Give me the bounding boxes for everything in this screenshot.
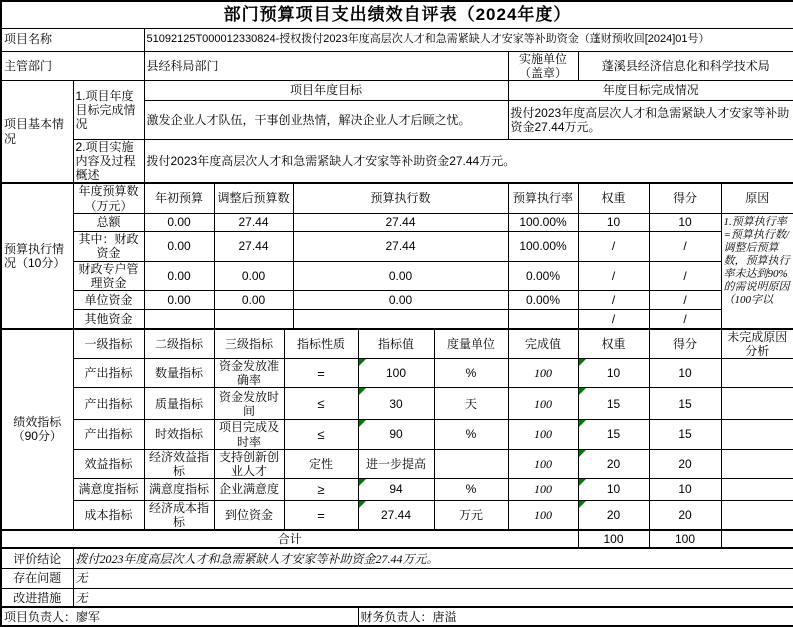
- budget-cell-weight: /: [578, 310, 649, 329]
- ind-nature: =: [284, 501, 358, 531]
- ind-unit: 万元: [434, 501, 508, 531]
- budget-header-year-budget: 年度预算数（万元）: [73, 183, 144, 213]
- budget-cell-weight: /: [578, 231, 649, 261]
- ind-header-weight: 权重: [578, 329, 649, 359]
- error-flag-icon: [359, 359, 366, 366]
- budget-cell-score: /: [649, 291, 721, 310]
- ind-level1: 产出指标: [73, 359, 144, 388]
- ind-done: 100: [508, 420, 578, 449]
- budget-cell-weight: /: [578, 261, 649, 290]
- ind-level2: 经济效益指标: [144, 449, 214, 478]
- ind-done: 100: [508, 449, 578, 478]
- budget-cell-adjusted: 27.44: [214, 231, 293, 261]
- budget-cell-adjusted: 0.00: [214, 291, 293, 310]
- ind-nature: ≤: [284, 420, 358, 449]
- indicator-section-label: 绩效指标（90分）: [1, 329, 73, 531]
- ind-target: 30: [358, 388, 434, 420]
- budget-row-label: 其中：财政资金: [73, 231, 144, 261]
- project-name-label: 项目名称: [1, 28, 144, 51]
- problems-text: 无: [73, 568, 793, 588]
- ind-header-target: 指标值: [358, 329, 434, 359]
- ind-level1: 效益指标: [73, 449, 144, 478]
- project-name-value: 51092125T000012330824-授权拨付2023年度高层次人才和急需紧缺人才安家等补助资金（蓬财预收回[2024]01号）: [144, 28, 793, 51]
- budget-cell-executed: [293, 310, 508, 329]
- ind-nature: ≤: [284, 388, 358, 420]
- budget-cell-initial: 0.00: [144, 231, 214, 261]
- ind-target: 27.44: [358, 501, 434, 531]
- impl-text: 拨付2023年度高层次人才和急需紧缺人才安家等补助资金27.44万元。: [144, 139, 793, 183]
- budget-header-executed: 预算执行数: [293, 183, 508, 213]
- conclusion-text: 拨付2023年度高层次人才和急需紧缺人才安家等补助资金27.44万元。: [73, 548, 793, 568]
- ind-level3: 企业满意度: [214, 479, 284, 501]
- budget-cell-executed: 0.00: [293, 261, 508, 290]
- ind-done: 100: [508, 501, 578, 531]
- budget-row-label: 财政专户管理资金: [73, 261, 144, 290]
- goal-done-text: 拨付2023年度高层次人才和急需紧缺人才安家等补助资金27.44万元。: [508, 100, 793, 139]
- budget-cell-score: 10: [649, 213, 721, 231]
- ind-analysis: [721, 420, 793, 449]
- total-score: 100: [649, 530, 721, 548]
- conclusion-label: 评价结论: [1, 548, 73, 568]
- ind-analysis: [721, 359, 793, 388]
- ind-nature: 定性: [284, 449, 358, 478]
- ind-analysis: [721, 501, 793, 531]
- ind-header-unit: 度量单位: [434, 329, 508, 359]
- ind-weight: 15: [578, 388, 649, 420]
- budget-header-weight: 权重: [578, 183, 649, 213]
- budget-cell-initial: 0.00: [144, 213, 214, 231]
- total-label: 合计: [1, 530, 578, 548]
- budget-cell-weight: 10: [578, 213, 649, 231]
- budget-header-adjusted: 调整后预算数: [214, 183, 293, 213]
- total-analysis: [721, 530, 793, 548]
- budget-cell-initial: 0.00: [144, 261, 214, 290]
- ind-level2: 时效指标: [144, 420, 214, 449]
- ind-level1: 满意度指标: [73, 479, 144, 501]
- budget-cell-rate: 0.00%: [508, 261, 578, 290]
- budget-cell-executed: 0.00: [293, 291, 508, 310]
- ind-level1: 产出指标: [73, 388, 144, 420]
- goal-text: 激发企业人才队伍，干事创业热情，解决企业人才后顾之忧。: [144, 100, 508, 139]
- ind-score: 10: [649, 479, 721, 501]
- ind-level3: 资金发放准确率: [214, 359, 284, 388]
- ind-score: 20: [649, 449, 721, 478]
- ind-target: 94: [358, 479, 434, 501]
- budget-row-label: 其他资金: [73, 310, 144, 329]
- ind-header-done: 完成值: [508, 329, 578, 359]
- error-flag-icon: [359, 388, 366, 395]
- budget-reason-note: 1.预算执行率=预算执行数/调整后预算数，预算执行率未达到90%的需说明原因（100字以: [721, 213, 793, 328]
- total-weight: 100: [578, 530, 649, 548]
- budget-cell-adjusted: [214, 310, 293, 329]
- budget-cell-initial: 0.00: [144, 291, 214, 310]
- goal-header: 项目年度目标: [144, 80, 508, 100]
- ind-unit: %: [434, 479, 508, 501]
- ind-analysis: [721, 479, 793, 501]
- budget-row-label: 单位资金: [73, 291, 144, 310]
- ind-weight: 20: [578, 501, 649, 531]
- error-flag-icon: [579, 420, 586, 427]
- ind-nature: =: [284, 359, 358, 388]
- ind-done: 100: [508, 359, 578, 388]
- budget-cell-score: /: [649, 310, 721, 329]
- ind-analysis: [721, 449, 793, 478]
- ind-header-level2: 二级指标: [144, 329, 214, 359]
- budget-cell-weight: /: [578, 291, 649, 310]
- ind-level3: 支持创新创业人才: [214, 449, 284, 478]
- improve-label: 改进措施: [1, 588, 73, 607]
- budget-cell-rate: 100.00%: [508, 213, 578, 231]
- ind-level1: 产出指标: [73, 420, 144, 449]
- budget-cell-score: /: [649, 231, 721, 261]
- budget-cell-adjusted: 0.00: [214, 261, 293, 290]
- error-flag-icon: [359, 420, 366, 427]
- ind-weight: 10: [578, 359, 649, 388]
- budget-cell-score: /: [649, 261, 721, 290]
- ind-level3: 到位资金: [214, 501, 284, 531]
- ind-header-nature: 指标性质: [284, 329, 358, 359]
- ind-level2: 满意度指标: [144, 479, 214, 501]
- error-flag-icon: [359, 501, 366, 508]
- ind-header-score: 得分: [649, 329, 721, 359]
- ind-level2: 数量指标: [144, 359, 214, 388]
- ind-level3: 项目完成及时率: [214, 420, 284, 449]
- ind-unit: %: [434, 420, 508, 449]
- error-flag-icon: [579, 479, 586, 486]
- ind-header-level3: 三级指标: [214, 329, 284, 359]
- budget-cell-rate: [508, 310, 578, 329]
- goal-done-header: 年度目标完成情况: [508, 80, 793, 100]
- budget-header-rate: 预算执行率: [508, 183, 578, 213]
- ind-done: 100: [508, 388, 578, 420]
- impl-unit-value: 蓬溪县经济信息化和科学技术局: [578, 51, 793, 80]
- ind-target: 90: [358, 420, 434, 449]
- improve-text: 无: [73, 588, 793, 607]
- budget-header-reason: 原因: [721, 183, 793, 213]
- ind-weight: 20: [578, 449, 649, 478]
- ind-done: 100: [508, 479, 578, 501]
- budget-header-score: 得分: [649, 183, 721, 213]
- budget-cell-executed: 27.44: [293, 231, 508, 261]
- impl-sub-label: 2.项目实施内容及过程概述: [73, 139, 144, 183]
- project-manager: 项目负责人：廖军: [1, 607, 358, 626]
- ind-unit: 天: [434, 388, 508, 420]
- ind-score: 20: [649, 501, 721, 531]
- ind-weight: 10: [578, 479, 649, 501]
- budget-section-label: 预算执行情况（10分）: [1, 183, 73, 328]
- goal-sub-label: 1.项目年度目标完成情况: [73, 80, 144, 139]
- ind-target: 进一步提高: [358, 449, 434, 478]
- page-title: 部门预算项目支出绩效自评表（2024年度）: [1, 1, 793, 28]
- finance-manager: 财务负责人：唐溢: [358, 607, 793, 626]
- ind-nature: ≥: [284, 479, 358, 501]
- ind-header-level1: 一级指标: [73, 329, 144, 359]
- ind-level2: 经济成本指标: [144, 501, 214, 531]
- ind-weight: 15: [578, 420, 649, 449]
- error-flag-icon: [359, 479, 366, 486]
- ind-score: 15: [649, 420, 721, 449]
- budget-cell-initial: [144, 310, 214, 329]
- ind-level3: 资金发放时间: [214, 388, 284, 420]
- budget-cell-rate: 0.00%: [508, 291, 578, 310]
- ind-unit: [434, 449, 508, 478]
- error-flag-icon: [579, 501, 586, 508]
- ind-unit: %: [434, 359, 508, 388]
- budget-cell-rate: 100.00%: [508, 231, 578, 261]
- ind-level1: 成本指标: [73, 501, 144, 531]
- budget-header-initial: 年初预算: [144, 183, 214, 213]
- error-flag-icon: [579, 450, 586, 457]
- problems-label: 存在问题: [1, 568, 73, 588]
- ind-analysis: [721, 388, 793, 420]
- budget-cell-executed: 27.44: [293, 213, 508, 231]
- basic-info-section-label: 项目基本情况: [1, 80, 73, 183]
- budget-cell-adjusted: 27.44: [214, 213, 293, 231]
- ind-header-analysis: 未完成原因分析: [721, 329, 793, 359]
- ind-score: 15: [649, 388, 721, 420]
- dept-label: 主管部门: [1, 51, 144, 80]
- ind-score: 10: [649, 359, 721, 388]
- ind-level2: 质量指标: [144, 388, 214, 420]
- ind-target: 100: [358, 359, 434, 388]
- budget-row-label: 总额: [73, 213, 144, 231]
- dept-value: 县经科局部门: [144, 51, 508, 80]
- impl-unit-label: 实施单位（盖章）: [508, 51, 578, 80]
- error-flag-icon: [579, 359, 586, 366]
- error-flag-icon: [579, 388, 586, 395]
